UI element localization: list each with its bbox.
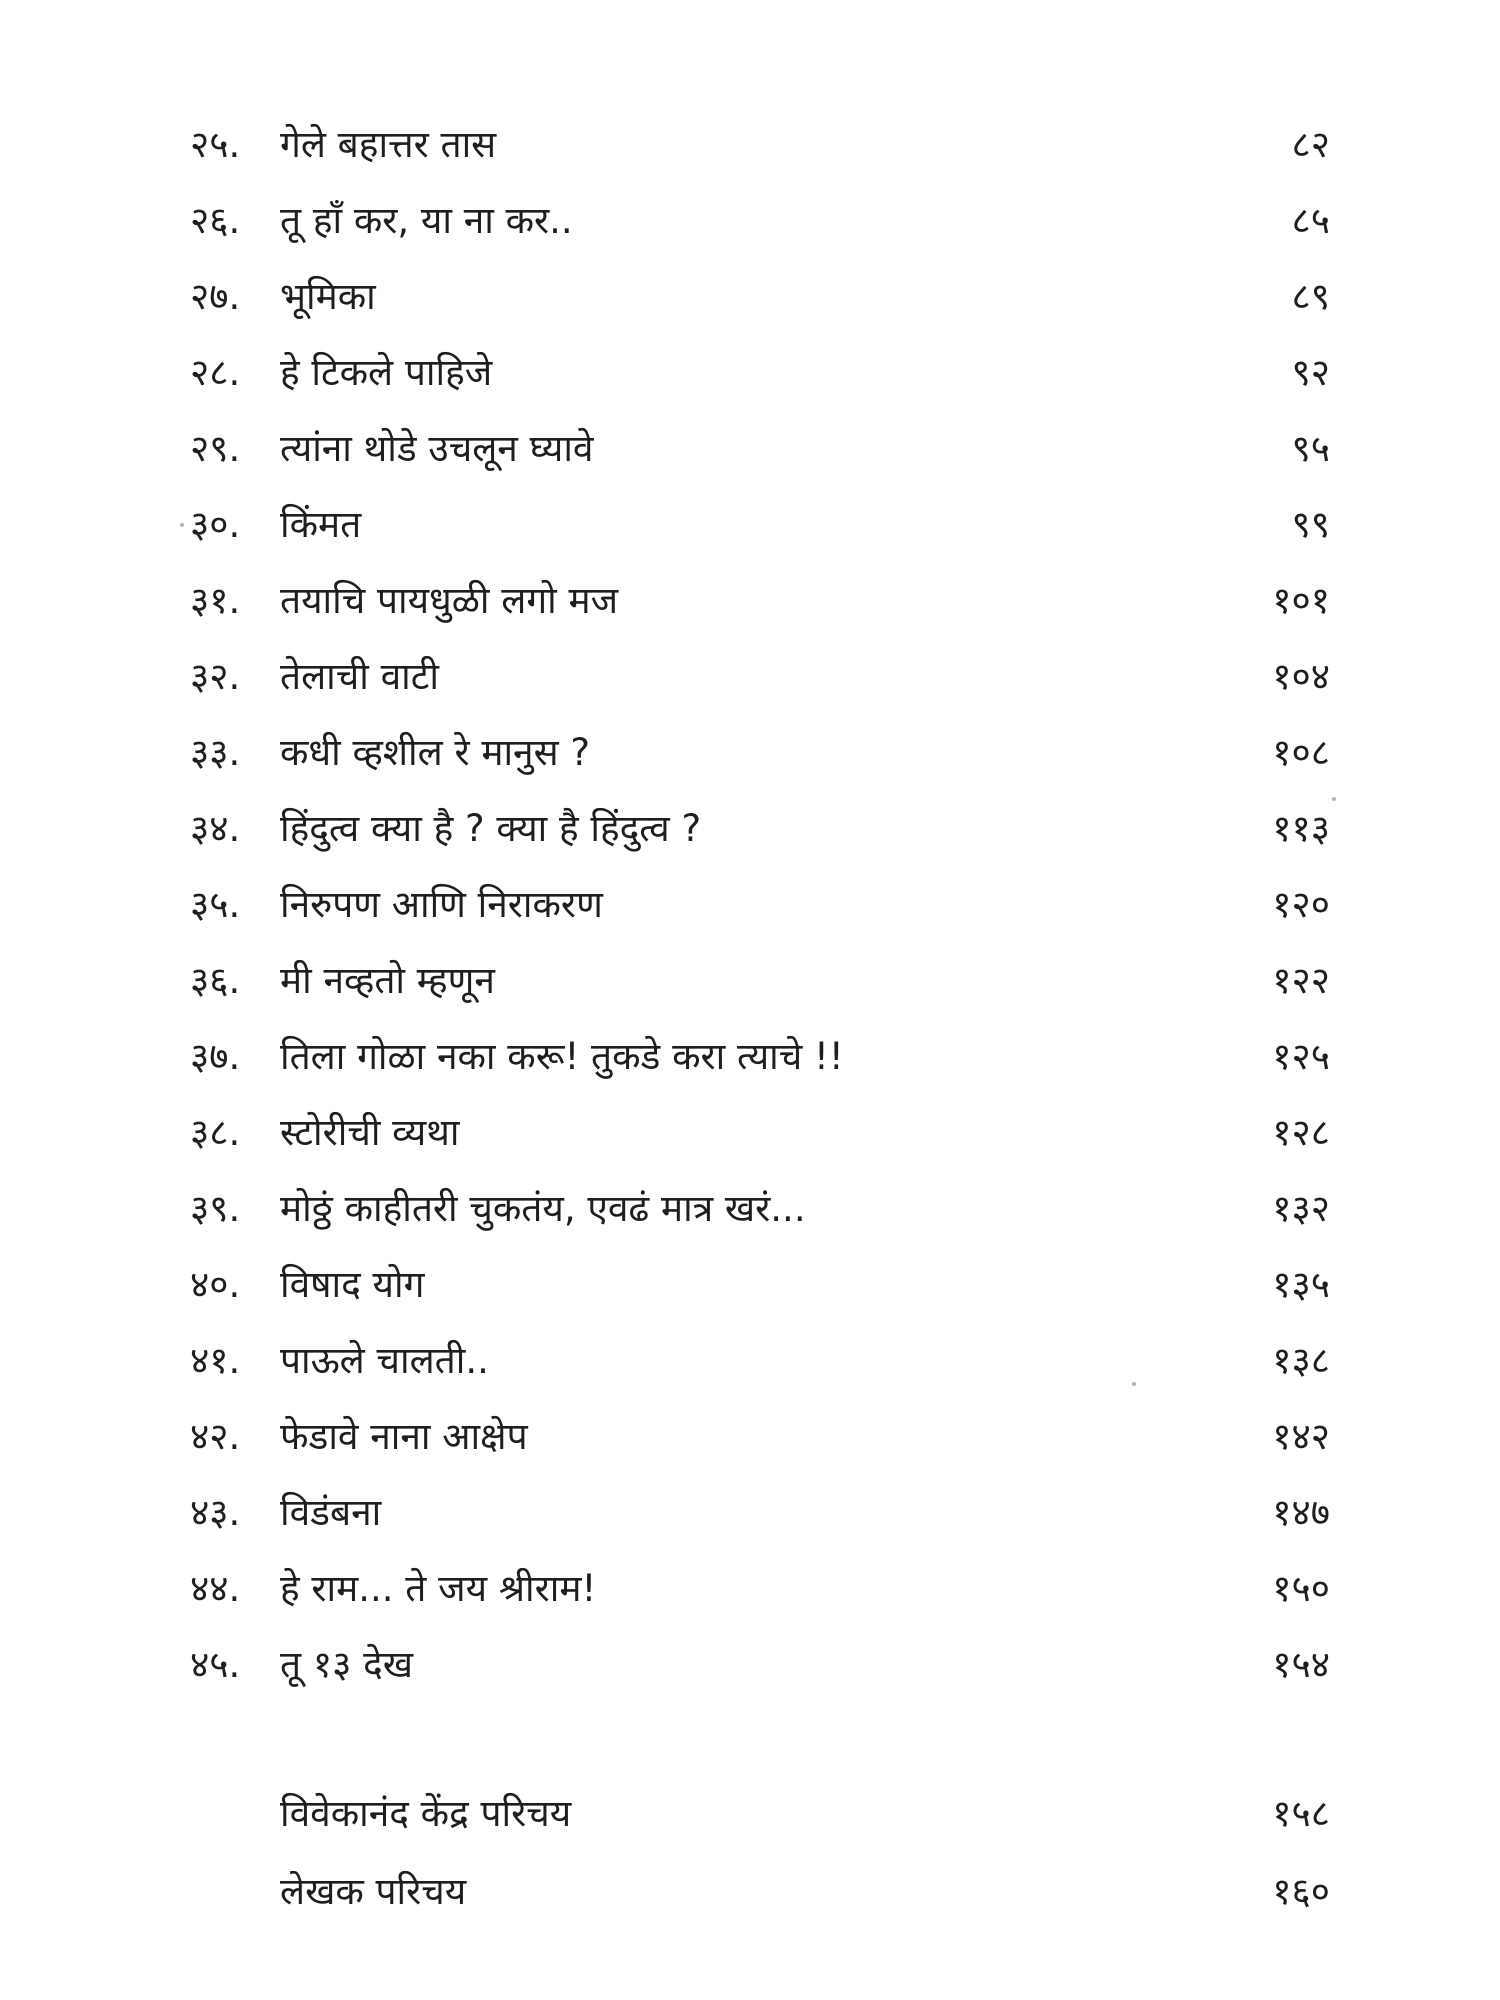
page-number: ९२ xyxy=(1291,351,1330,394)
chapter-number: ३६. xyxy=(190,959,241,1002)
chapter-number: २७. xyxy=(190,275,241,318)
chapter-number: २९. xyxy=(190,427,241,470)
toc-entry xyxy=(0,107,1500,183)
table-of-contents xyxy=(0,107,1500,1703)
page-number: १०१ xyxy=(1272,579,1330,622)
toc-entry xyxy=(0,1247,1500,1323)
chapter-title: गेले बहात्तर तास xyxy=(280,123,497,166)
scan-speck xyxy=(1132,1382,1136,1386)
chapter-number: २८. xyxy=(190,351,241,394)
chapter-number: २६. xyxy=(190,199,241,242)
toc-entry xyxy=(0,1019,1500,1095)
toc-entry xyxy=(0,639,1500,715)
appendix-entry xyxy=(0,1853,1500,1931)
chapter-title: हिंदुत्व क्या है ? क्या है हिंदुत्व ? xyxy=(280,807,702,850)
chapter-number: ४०. xyxy=(190,1263,241,1306)
chapter-number: ३१. xyxy=(190,579,241,622)
chapter-number: ३३. xyxy=(190,731,241,774)
page-number: १५८ xyxy=(1272,1792,1330,1835)
chapter-title: हे राम... ते जय श्रीराम! xyxy=(280,1567,597,1610)
toc-entry xyxy=(0,943,1500,1019)
chapter-number: ३८. xyxy=(190,1111,241,1154)
chapter-number: ३५. xyxy=(190,883,241,926)
chapter-title: तिला गोळा नका करू! तुकडे करा त्याचे !! xyxy=(280,1035,844,1078)
toc-entry xyxy=(0,1095,1500,1171)
chapter-number: ३७. xyxy=(190,1035,241,1078)
toc-entry xyxy=(0,411,1500,487)
chapter-number: ४५. xyxy=(190,1643,241,1686)
scan-speck xyxy=(1332,797,1336,801)
page-number: १५० xyxy=(1272,1567,1330,1610)
toc-entry xyxy=(0,1627,1500,1703)
page-number: १६० xyxy=(1272,1870,1330,1913)
toc-entry xyxy=(0,1551,1500,1627)
page-number: ८५ xyxy=(1291,199,1330,242)
chapter-title: किंमत xyxy=(280,503,362,546)
chapter-title: फेडावे नाना आक्षेप xyxy=(280,1415,528,1458)
chapter-number: २५. xyxy=(190,123,241,166)
toc-entry xyxy=(0,259,1500,335)
page-number: १३८ xyxy=(1272,1339,1330,1382)
page-number: ९९ xyxy=(1291,503,1330,546)
appendix-title: लेखक परिचय xyxy=(280,1870,467,1913)
appendix-title: विवेकानंद केंद्र परिचय xyxy=(280,1792,572,1835)
toc-entry xyxy=(0,183,1500,259)
chapter-number: ४१. xyxy=(190,1339,241,1382)
chapter-title: तू १३ देख xyxy=(280,1643,414,1686)
page-number: १२८ xyxy=(1272,1111,1330,1154)
page-number: १०८ xyxy=(1272,731,1330,774)
page-number: १२० xyxy=(1272,883,1330,926)
appendix-entry xyxy=(0,1775,1500,1853)
toc-entry xyxy=(0,335,1500,411)
toc-entry xyxy=(0,563,1500,639)
chapter-number: ३२. xyxy=(190,655,241,698)
page-number: १०४ xyxy=(1272,655,1330,698)
chapter-title: त्यांना थोडे उचलून घ्यावे xyxy=(280,427,594,470)
page-number: ९५ xyxy=(1291,427,1330,470)
chapter-number: ३०. xyxy=(190,503,241,546)
page-number: १४२ xyxy=(1272,1415,1330,1458)
page-number: १३२ xyxy=(1272,1187,1330,1230)
chapter-title: भूमिका xyxy=(280,275,376,318)
chapter-title: मी नव्हतो म्हणून xyxy=(280,959,495,1002)
page-number: ११३ xyxy=(1272,807,1330,850)
toc-entry xyxy=(0,791,1500,867)
chapter-number: ४२. xyxy=(190,1415,241,1458)
chapter-number: ३९. xyxy=(190,1187,241,1230)
chapter-number: ४४. xyxy=(190,1567,241,1610)
chapter-title: तयाचि पायधुळी लगो मज xyxy=(280,579,619,622)
scan-speck xyxy=(180,523,184,527)
chapter-title: हे टिकले पाहिजे xyxy=(280,351,493,394)
toc-entry xyxy=(0,487,1500,563)
toc-entry xyxy=(0,1475,1500,1551)
page-number: ८९ xyxy=(1291,275,1330,318)
chapter-title: स्टोरीची व्यथा xyxy=(280,1111,460,1154)
chapter-title: विषाद योग xyxy=(280,1263,425,1306)
page-number: ८२ xyxy=(1291,123,1330,166)
toc-entry xyxy=(0,715,1500,791)
toc-entry xyxy=(0,1171,1500,1247)
toc-entry xyxy=(0,1399,1500,1475)
page-number: १२२ xyxy=(1272,959,1330,1002)
chapter-title: तू हाँ कर, या ना कर.. xyxy=(280,199,573,242)
chapter-number: ४३. xyxy=(190,1491,241,1534)
chapter-title: निरुपण आणि निराकरण xyxy=(280,883,603,926)
page-number: १२५ xyxy=(1272,1035,1330,1078)
toc-entry xyxy=(0,1323,1500,1399)
chapter-title: कधी व्हशील रे मानुस ? xyxy=(280,731,590,774)
page-number: १३५ xyxy=(1272,1263,1330,1306)
page-number: १५४ xyxy=(1272,1643,1330,1686)
chapter-title: तेलाची वाटी xyxy=(280,655,439,698)
toc-entry xyxy=(0,867,1500,943)
chapter-title: मोठ्ठं काहीतरी चुकतंय, एवढं मात्र खरं... xyxy=(280,1187,806,1230)
page-number: १४७ xyxy=(1272,1491,1330,1534)
chapter-title: विडंबना xyxy=(280,1491,382,1534)
chapter-title: पाऊले चालती.. xyxy=(280,1339,489,1382)
chapter-number: ३४. xyxy=(190,807,241,850)
appendix-section xyxy=(0,1775,1500,1931)
